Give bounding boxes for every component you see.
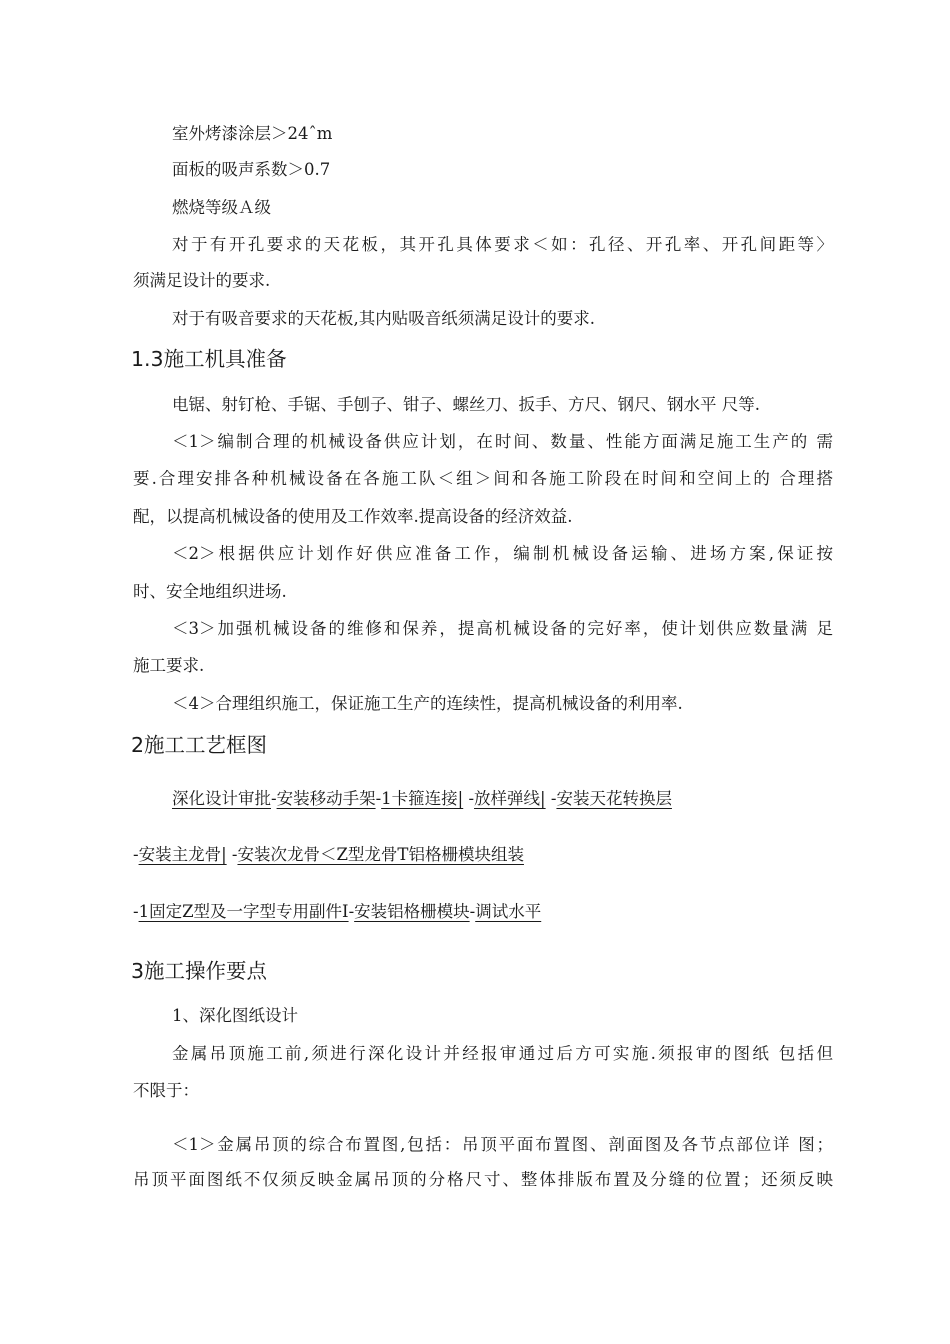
tools-list: 电锯、射钉枪、手锯、手刨子、钳子、螺丝刀、扳手、方尺、钢尺、钢水平 尺等. bbox=[172, 395, 760, 414]
sec3-item1-line2: 吊顶平面图纸不仅须反映金属吊顶的分格尺寸、整体排版布置及分缝的位置；还须反映 bbox=[133, 1170, 833, 1189]
flow-dash: - bbox=[271, 789, 277, 808]
section-heading-3: 3施工操作要点 bbox=[131, 959, 268, 983]
flow-dash: - bbox=[545, 789, 557, 808]
para-perforation-line2: 须满足设计的要求. bbox=[133, 271, 271, 290]
section-heading-2: 2施工工艺框图 bbox=[131, 733, 268, 757]
item2-line2: 时、安全地组织进场. bbox=[133, 582, 287, 601]
para-acoustic: 对于有吸音要求的天花板,其内贴吸音纸须满足设计的要求. bbox=[172, 309, 595, 328]
flow-step-install-grille: 安装铝格栅模块 bbox=[354, 902, 470, 921]
flow-row-3 bbox=[133, 900, 833, 924]
item1-line1: ＜1＞编制合理的机械设备供应计划，在时间、数量、性能方面满足施工生产的 需 bbox=[172, 432, 833, 451]
flow-row-1 bbox=[172, 787, 833, 811]
section-heading-1-3: 1.3施工机具准备 bbox=[131, 347, 287, 371]
item4: ＜4＞合理组织施工，保证施工生产的连续性，提高机械设备的利用率. bbox=[172, 694, 683, 713]
flow-dash: - bbox=[133, 902, 139, 921]
spec-line-absorption: 面板的吸声系数＞0.7 bbox=[172, 160, 331, 179]
flow-step-level-adjust: 调试水平 bbox=[475, 902, 542, 921]
para1-line1: 金属吊顶施工前,须进行深化设计并经报审通过后方可实施.须报审的图纸 包括但 bbox=[172, 1044, 833, 1063]
flow-step-layout-marking: 放样弹线| bbox=[474, 789, 546, 808]
item3-line1: ＜3＞加强机械设备的维修和保养，提高机械设备的完好率，使计划供应数量满 足 bbox=[172, 619, 833, 638]
flow-step-secondary-keel-grille: 安装次龙骨＜Z型龙骨T铝格栅模块组装 bbox=[237, 845, 524, 864]
para-perforation-line1: 对于有开孔要求的天花板，其开孔具体要求＜如：孔径、开孔率、开孔间距等〉 bbox=[172, 235, 833, 254]
subheading-deepen-design: 1、深化图纸设计 bbox=[172, 1006, 298, 1025]
spec-line-fire-rating: 燃烧等级Ａ级 bbox=[172, 198, 271, 217]
item1-line3: 配，以提高机械设备的使用及工作效率.提高设备的经济效益. bbox=[133, 507, 573, 526]
flow-step-mobile-scaffold: 安装移动手架 bbox=[276, 789, 376, 808]
flow-step-clamp-connection: 1卡箍连接| bbox=[381, 789, 464, 808]
flow-dash: - bbox=[133, 845, 139, 864]
flow-dash: - bbox=[469, 902, 476, 921]
flow-dash: - bbox=[348, 902, 355, 921]
flow-dash: - bbox=[375, 789, 382, 808]
item3-line2: 施工要求. bbox=[133, 656, 205, 675]
spec-line-coating: 室外烤漆涂层＞24ˆm bbox=[172, 124, 333, 143]
flow-dash: - bbox=[226, 845, 238, 864]
flow-dash: - bbox=[463, 789, 475, 808]
flow-step-transfer-layer: 安装天花转换层 bbox=[556, 789, 672, 808]
flow-step-main-keel: 安装主龙骨| bbox=[138, 845, 227, 864]
flow-row-2 bbox=[133, 843, 833, 867]
sec3-item1-line1: ＜1＞金属吊顶的综合布置图,包括：吊顶平面布置图、剖面图及各节点部位详 图； bbox=[172, 1135, 833, 1154]
flow-step-fix-parts: 1固定Z型及一字型专用副件I bbox=[138, 902, 349, 921]
item2-line1: ＜2＞根据供应计划作好供应准备工作，编制机械设备运输、进场方案,保证按 bbox=[172, 544, 833, 563]
para1-line2: 不限于： bbox=[133, 1081, 199, 1100]
item1-line2: 要.合理安排各种机械设备在各施工队＜组＞间和各施工阶段在时间和空间上的 合理搭 bbox=[133, 469, 833, 488]
flow-step-design-approval: 深化设计审批 bbox=[172, 789, 271, 808]
